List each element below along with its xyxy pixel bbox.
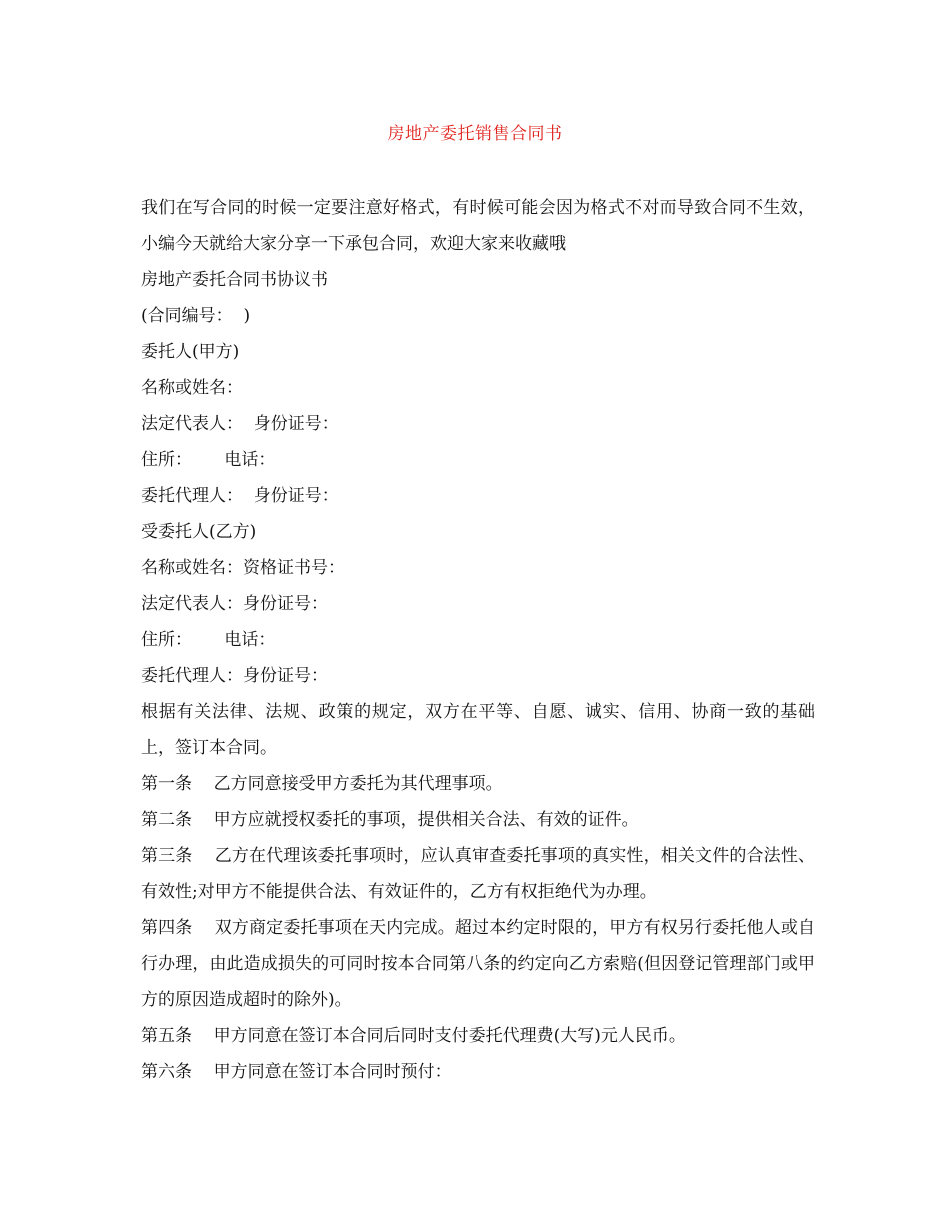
party-b-address-line: 住所： 电话：: [141, 630, 276, 650]
article-4: 第四条 双方商定委托事项在天内完成。超过本约定时限的，甲方有权另行委托他人或自行办理，由此造成损失的可同时按本合同第八条的约定向乙方索赔(但因登记管理部门或甲方的原因造成超时的除外)。: [141, 918, 815, 1010]
article-1: 第一条 乙方同意接受甲方委托为其代理事项。: [141, 774, 503, 794]
subtitle-line: 房地产委托合同书协议书: [141, 270, 328, 290]
article-2: 第二条 甲方应就授权委托的事项，提供相关合法、有效的证件。: [141, 810, 639, 830]
preamble-paragraph: 根据有关法律、法规、政策的规定，双方在平等、自愿、诚实、信用、协商一致的基础上，签订本合同。: [141, 702, 815, 758]
contract-number-line: (合同编号： ): [141, 306, 251, 326]
document-title: 房地产委托销售合同书: [387, 124, 563, 144]
document-body: [141, 190, 815, 1090]
article-5: 第五条 甲方同意在签订本合同后同时支付委托代理费(大写)元人民币。: [141, 1026, 686, 1046]
article-3: 第三条 乙方在代理该委托事项时，应认真审查委托事项的真实性，相关文件的合法性、有效性;对甲方不能提供合法、有效证件的，乙方有权拒绝代为办理。: [141, 846, 815, 902]
party-b-agent-line: 委托代理人：身份证号：: [141, 666, 328, 686]
party-a-address-line: 住所： 电话：: [141, 450, 276, 470]
party-b-representative-line: 法定代表人：身份证号：: [141, 594, 328, 614]
article-6: 第六条 甲方同意在签订本合同时预付：: [141, 1062, 452, 1082]
party-b-heading: 受委托人(乙方): [141, 522, 257, 542]
intro-paragraph: 我们在写合同的时候一定要注意好格式，有时候可能会因为格式不对而导致合同不生效，小编今天就给大家分享一下承包合同，欢迎大家来收藏哦: [141, 198, 815, 254]
party-a-agent-line: 委托代理人： 身份证号：: [141, 486, 339, 506]
party-a-representative-line: 法定代表人： 身份证号：: [141, 414, 339, 434]
party-b-name-line: 名称或姓名：资格证书号：: [141, 558, 345, 578]
party-a-heading: 委托人(甲方): [141, 342, 240, 362]
party-a-name-line: 名称或姓名：: [141, 378, 243, 398]
